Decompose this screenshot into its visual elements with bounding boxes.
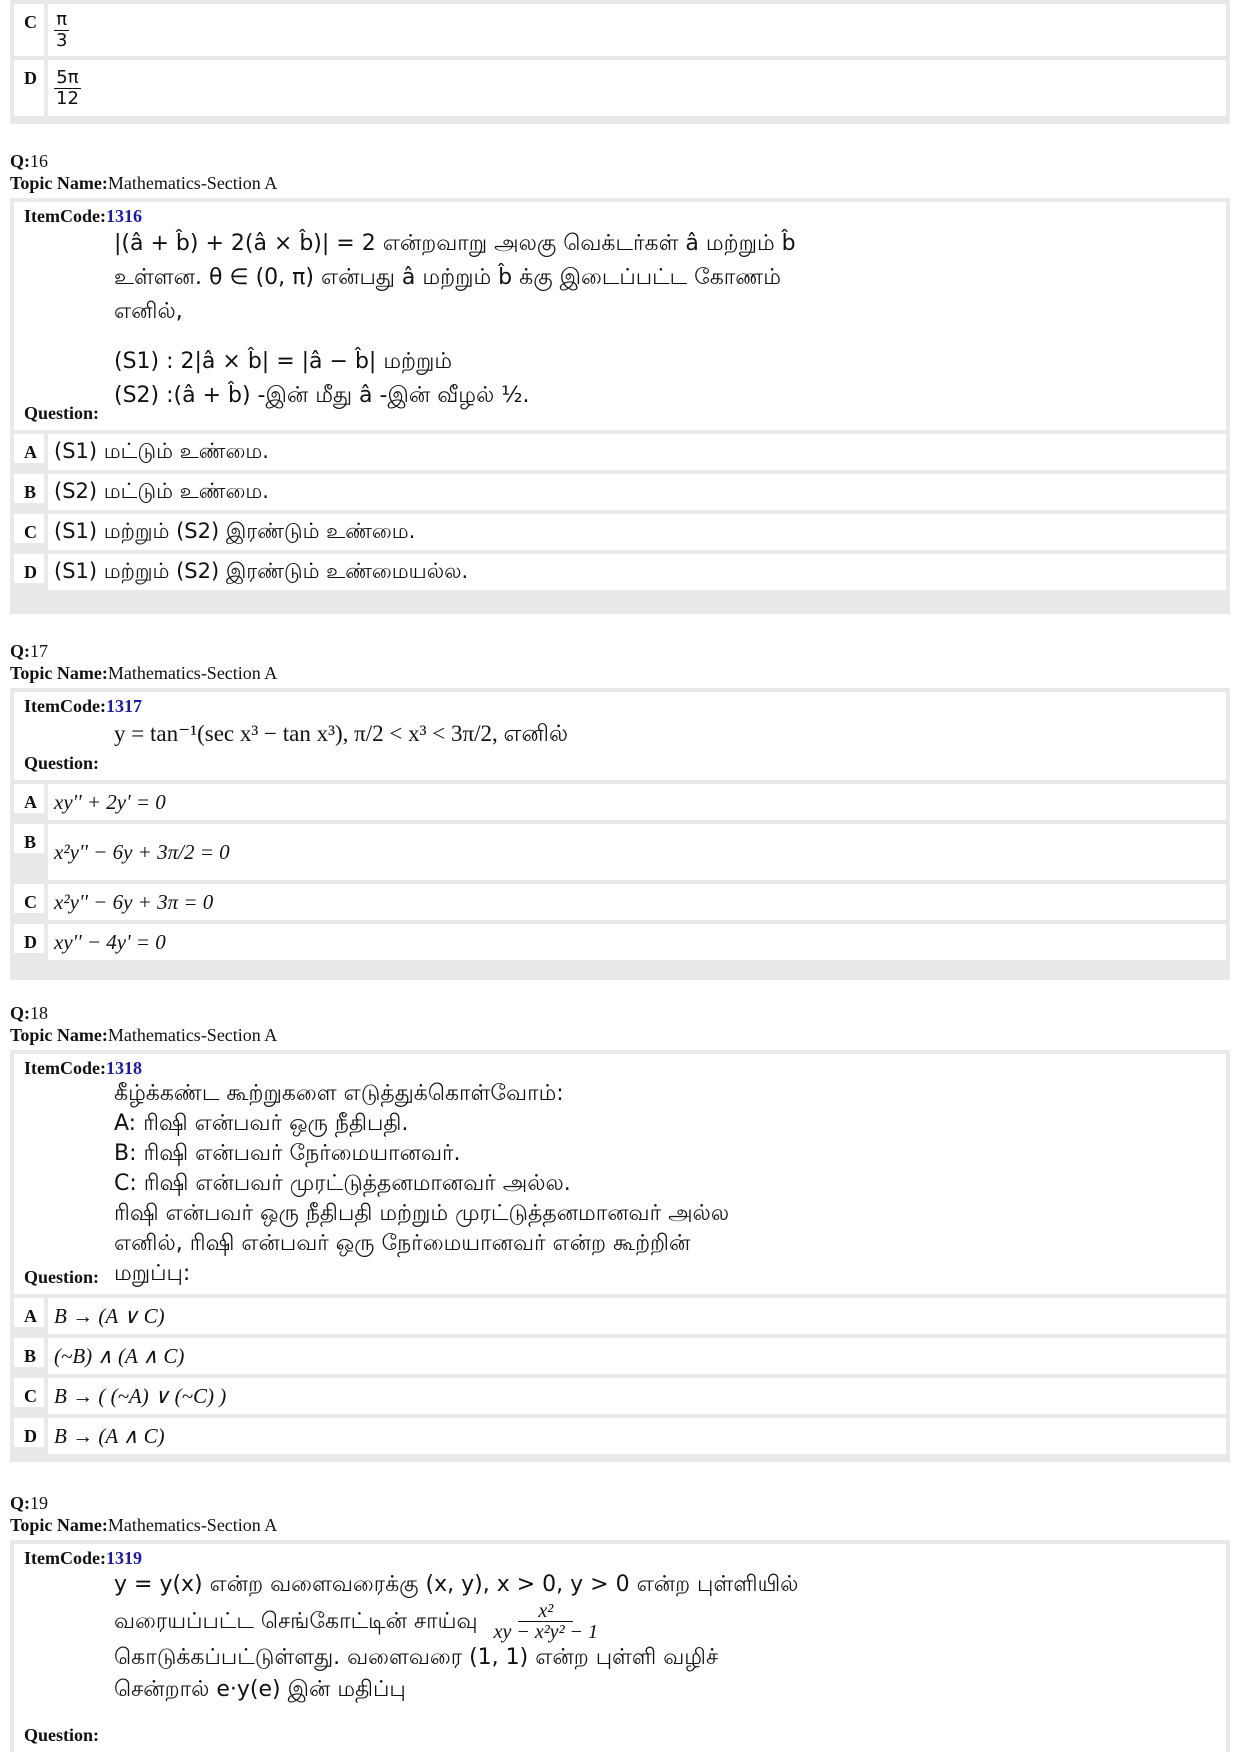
option-row[interactable]	[14, 824, 1226, 880]
option-value	[48, 60, 1226, 116]
option-label: C	[14, 884, 44, 913]
option-value: xy'' + 2y' = 0	[48, 784, 1226, 820]
option-value: x²y'' − 6y + 3π/2 = 0	[48, 824, 1226, 880]
question-header	[10, 150, 277, 194]
itemcode: ItemCode:1317	[24, 696, 142, 716]
q-prefix: Q:	[10, 151, 30, 171]
option-label: A	[14, 1298, 44, 1327]
option-row[interactable]	[14, 554, 1226, 590]
question-text: |(â + b̂) + 2(â × b̂)| = 2 என்றவாறு அலகு வெக்டர்கள் â மற்றும் b̂ உள்ளன. θ ∈ (0, π) என்பது â மற்றும் b̂ க்கு இடைப்பட்ட கோணம் எனில், (S1) : 2|â × b̂| = |â − b̂| மற்றும் (S2) :(â + b̂) -இன் மீது â -இன் வீழல் ½.	[114, 231, 796, 408]
option-label: C	[14, 1378, 44, 1407]
option-label: C	[14, 4, 44, 56]
itemcode: ItemCode:1316	[24, 206, 142, 226]
question-header: Q:19 Topic Name:Mathematics-Section A	[10, 1493, 278, 1535]
question-box	[10, 688, 1230, 980]
option-label: C	[14, 514, 44, 543]
itemcode-number: 1317	[105, 696, 142, 716]
option-value: (S1) மற்றும் (S2) இரண்டும் உண்மை.	[48, 514, 1226, 550]
option-value: B → (A ∨ C)	[48, 1298, 1226, 1334]
option-label: D	[14, 60, 44, 116]
question-label: Question:	[24, 1725, 100, 1745]
option-label: B	[14, 824, 44, 853]
topic-name: Mathematics-Section A	[107, 1025, 278, 1045]
option-row[interactable]	[14, 784, 1226, 820]
question-label: Question:	[24, 753, 100, 773]
option-row[interactable]	[14, 474, 1226, 510]
option-value: x²y'' − 6y + 3π = 0	[48, 884, 1226, 920]
option-value: (S1) மற்றும் (S2) இரண்டும் உண்மையல்ல.	[48, 554, 1226, 590]
option-label: D	[14, 1418, 44, 1447]
question-cell	[14, 692, 1226, 780]
q-number: 16	[30, 151, 48, 171]
question-box	[10, 1540, 1230, 1752]
question-label: Question:	[24, 1267, 100, 1287]
option-value: (S2) மட்டும் உண்மை.	[48, 474, 1226, 510]
topic-name: Mathematics-Section A	[107, 663, 278, 683]
option-value: xy'' − 4y' = 0	[48, 924, 1226, 960]
option-row[interactable]	[14, 1298, 1226, 1334]
itemcode-number: 1316	[105, 206, 142, 226]
question-text: y = y(x) என்ற வளைவரைக்கு (x, y), x > 0, y > 0 என்ற புள்ளியில் வரையப்பட்ட செங்கோட்டின் சாய்வு $\frac{\text{x²}}{\text{xy − x²y² − 1}}$ கொடுக்கப்பட்டுள்ளது. வளைவரை (1, 1) என்ற புள்ளி வழிச் சென்றால் e·y(e) இன் மதிப்பு	[114, 1572, 799, 1702]
q-number: 18	[30, 1003, 48, 1023]
option-row[interactable]	[14, 884, 1226, 920]
option-value: B → (A ∧ C)	[48, 1418, 1226, 1454]
option-value: B → ( (~A) ∨ (~C) )	[48, 1378, 1226, 1414]
itemcode: ItemCode:1318	[24, 1058, 142, 1078]
option-label: D	[14, 554, 44, 583]
question-text: கீழ்க்கண்ட கூற்றுகளை எடுத்துக்கொள்வோம்: A: ரிஷி என்பவர் ஒரு நீதிபதி. B: ரிஷி என்பவர் நேர்மையானவர். C: ரிஷி என்பவர் முரட்டுத்தனமானவர் அல்ல. ரிஷி என்பவர் ஒரு நீதிபதி மற்றும் முரட்டுத்தனமானவர் அல்ல எனில், ரிஷி என்பவர் ஒரு நேர்மையானவர் என்ற கூற்றின் மறுப்பு:	[114, 1081, 730, 1286]
option-value	[48, 4, 1226, 56]
itemcode: ItemCode:1319	[24, 1548, 142, 1568]
option-row[interactable]	[14, 1418, 1226, 1454]
option-label: B	[14, 1338, 44, 1367]
question-header: Q:17 Topic Name:Mathematics-Section A	[10, 641, 278, 683]
question-text: y = tan⁻¹(sec x³ − tan x³), π/2 < x³ < 3π/2, எனில்	[114, 721, 569, 746]
question-box	[10, 198, 1230, 614]
option-row[interactable]	[14, 514, 1226, 550]
option-label: A	[14, 434, 44, 463]
question-box	[10, 1050, 1230, 1462]
option-row[interactable]	[14, 60, 1226, 116]
itemcode-number: 1319	[105, 1548, 142, 1568]
q-number: 17	[30, 641, 48, 661]
question-cell	[14, 1054, 1226, 1294]
fraction: $\frac{\pi}{3}$	[56, 8, 68, 51]
question-cell	[14, 1544, 1226, 1752]
option-label: B	[14, 474, 44, 503]
option-value: (S1) மட்டும் உண்மை.	[48, 434, 1226, 470]
topic-name: Mathematics-Section A	[107, 173, 278, 193]
itemcode-number: 1318	[105, 1058, 142, 1078]
fraction: $\frac{5\pi}{12}$	[56, 66, 79, 109]
option-label: A	[14, 784, 44, 813]
prev-question-options	[10, 0, 1230, 124]
question-cell	[14, 202, 1226, 430]
q-number: 19	[30, 1493, 48, 1513]
question-header: Q:18 Topic Name:Mathematics-Section A	[10, 1003, 278, 1045]
option-label: D	[14, 924, 44, 953]
question-label: Question:	[24, 403, 100, 423]
option-row[interactable]	[14, 1338, 1226, 1374]
option-row[interactable]	[14, 4, 1226, 56]
topic-prefix: Topic Name:	[10, 173, 108, 193]
option-row[interactable]	[14, 434, 1226, 470]
option-value: (~B) ∧ (A ∧ C)	[48, 1338, 1226, 1374]
slope-fraction: $\frac{\text{x²}}{\text{xy − x²y² − 1}}$	[493, 1600, 599, 1643]
option-row[interactable]	[14, 1378, 1226, 1414]
option-row[interactable]	[14, 924, 1226, 960]
topic-name: Mathematics-Section A	[107, 1515, 278, 1535]
